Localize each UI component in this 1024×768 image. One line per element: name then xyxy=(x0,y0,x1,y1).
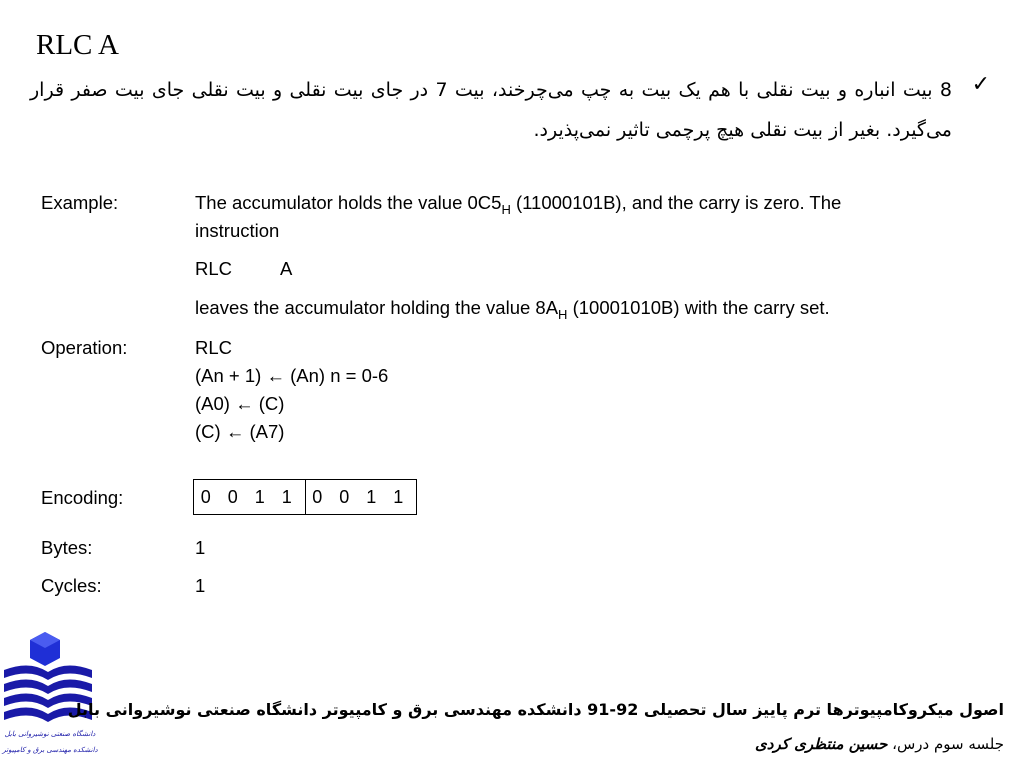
operation-line-4: (C) ← (A7) xyxy=(195,421,285,442)
footer-author: حسین منتظری کردی xyxy=(755,735,888,753)
operation-line-2: (An + 1) ← (An) n = 0-6 xyxy=(195,365,389,386)
footer-course-info: اصول میکروکامپیوترها ترم پاییز سال تحصیلی 92-91 دانشکده مهندسی برق و کامپیوتر دانشگاه صنعتی نوشیروانی بابل xyxy=(67,700,1004,719)
example-line-1: The accumulator holds the value $0C5_H$ (11000101B), and the carry is zero. The xyxy=(195,192,842,217)
example-instruction: RLC A xyxy=(195,258,293,279)
example-label: Example: xyxy=(41,192,119,213)
example-line-2: instruction xyxy=(195,220,280,241)
bullet-text: 8 بیت انباره و بیت نقلی با هم یک بیت به چپ می‌چرخند، بیت 7 در جای بیت نقلی و بیت نقلی جای بیت صفر قرار می‌گیرد. بغیر از بیت نقلی هیچ پرچمی تاثیر نمی‌پذیرد. xyxy=(30,79,952,141)
operation-line-1: RLC xyxy=(195,337,233,358)
university-logo-icon xyxy=(0,628,100,768)
operation-label: Operation: xyxy=(41,337,128,358)
example-line-3: leaves the accumulator holding the value $8A_H$ (10001010B) with the carry set. xyxy=(195,297,830,322)
slide-title: RLC A xyxy=(36,29,119,61)
footer-session-info: جلسه سوم درس، حسین منتظری کردی xyxy=(755,735,1004,753)
bytes-value: 1 xyxy=(195,537,206,558)
bullet-item xyxy=(30,70,990,150)
encoding-nibble-low: 0 0 1 1 xyxy=(305,480,417,514)
encoding-table xyxy=(193,479,417,515)
logo-caption-1: دانشگاه صنعتی نوشیروانی بابل xyxy=(4,730,96,738)
encoding-label: Encoding: xyxy=(41,487,124,508)
encoding-nibble-high: 0 0 1 1 xyxy=(200,486,298,507)
checkmark-icon: ✓ xyxy=(971,72,990,97)
bytes-label: Bytes: xyxy=(41,537,93,558)
cycles-label: Cycles: xyxy=(41,575,102,596)
cycles-value: 1 xyxy=(195,575,206,596)
operation-line-3: (A0) ← (C) xyxy=(195,393,285,414)
logo-caption-2: دانشکده مهندسی برق و کامپیوتر xyxy=(2,746,98,754)
